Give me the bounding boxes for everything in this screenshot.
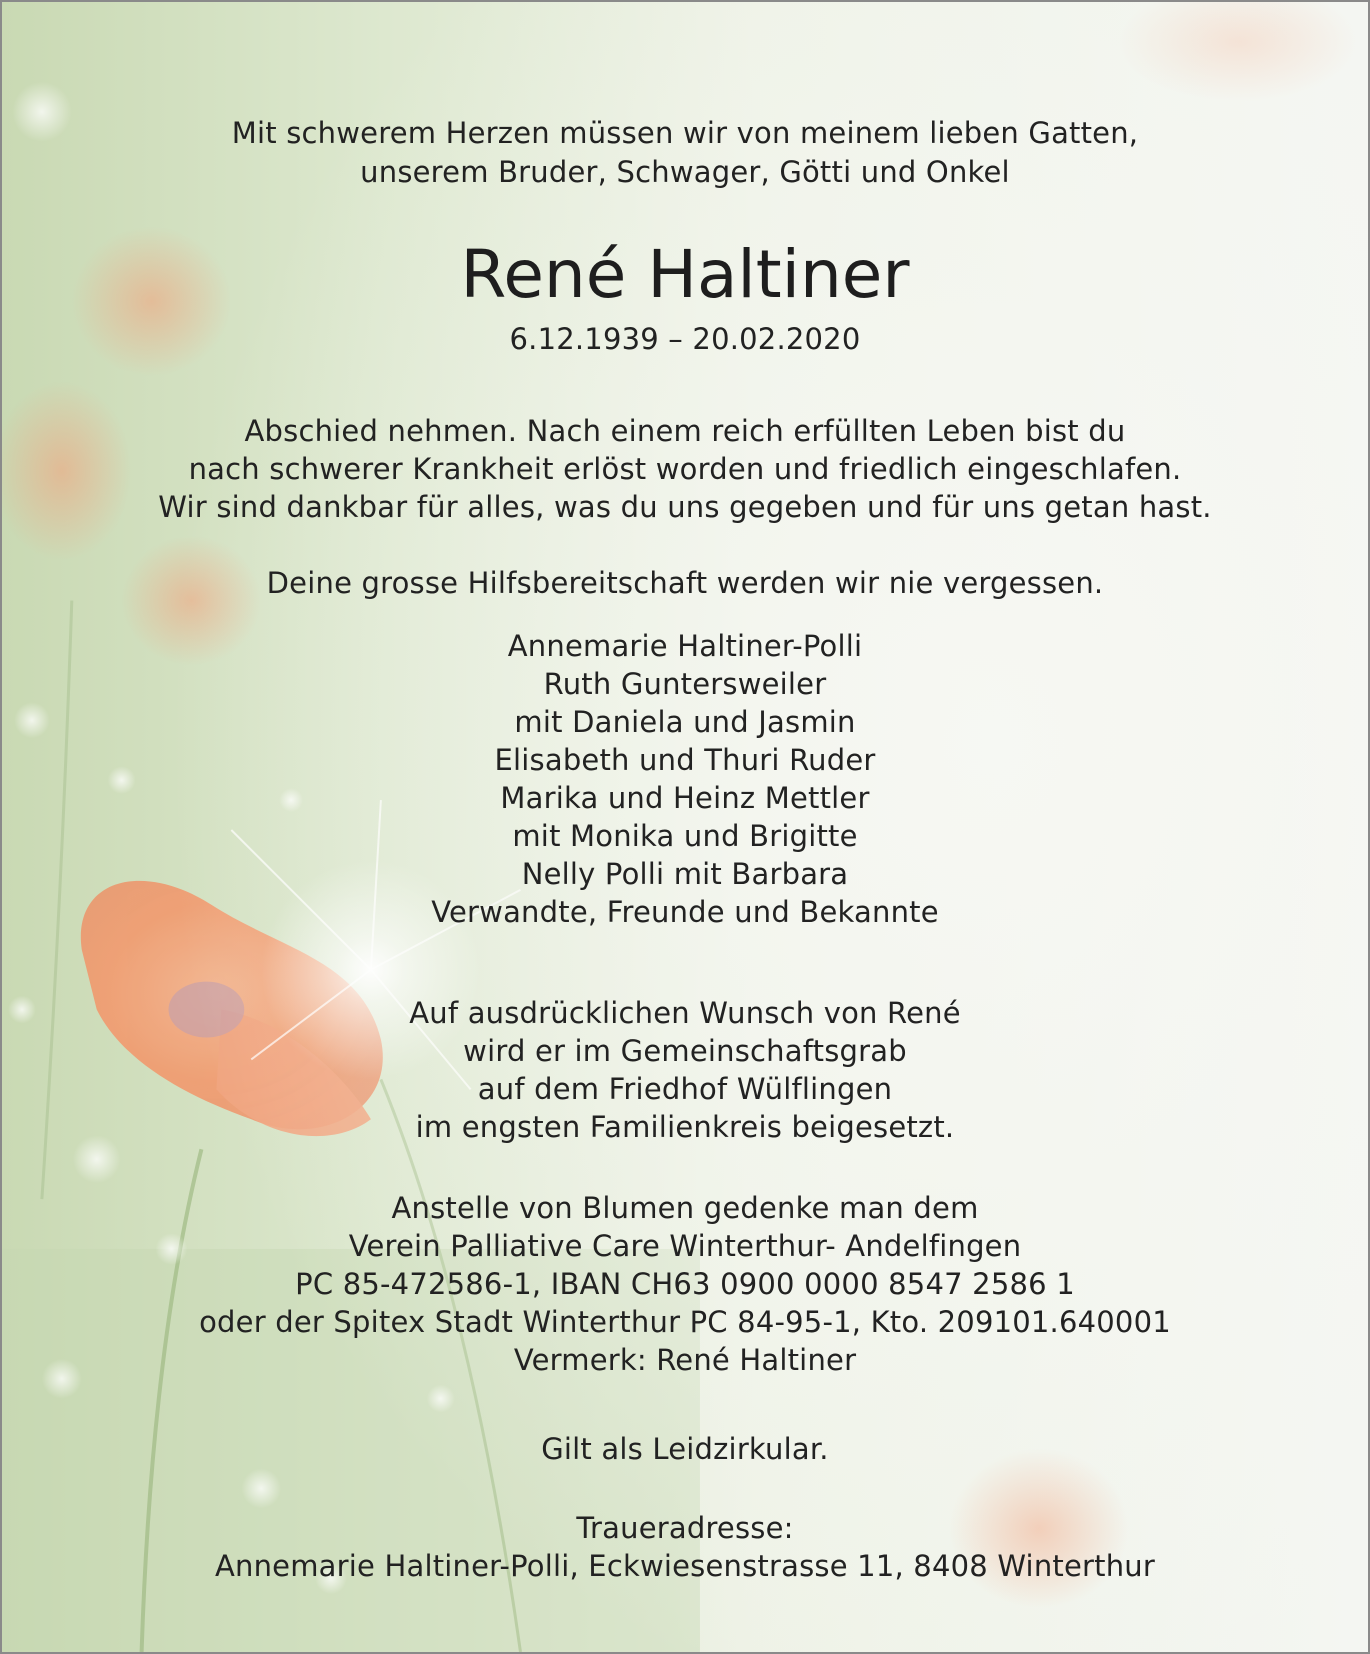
donation-line-3: PC 85-472586-1, IBAN CH63 0900 0000 8547 2586 1 bbox=[295, 1267, 1075, 1301]
mourner-6: mit Monika und Brigitte bbox=[512, 819, 858, 853]
message-line-1: Abschied nehmen. Nach einem reich erfüllten Leben bist du bbox=[244, 414, 1126, 448]
mourner-8: Verwandte, Freunde und Bekannte bbox=[431, 895, 939, 929]
mourner-7: Nelly Polli mit Barbara bbox=[521, 857, 849, 891]
circular-note: Gilt als Leidzirkular. bbox=[541, 1432, 829, 1466]
mourner-4: Elisabeth und Thuri Ruder bbox=[494, 743, 876, 777]
message-line-2: nach schwerer Krankheit erlöst worden und friedlich eingeschlafen. bbox=[188, 452, 1182, 486]
donation-line-5: Vermerk: René Haltiner bbox=[513, 1343, 857, 1377]
address-label: Traueradresse: bbox=[576, 1511, 794, 1545]
burial-line-2: wird er im Gemeinschaftsgrab bbox=[463, 1034, 907, 1068]
donation-line-4: oder der Spitex Stadt Winterthur PC 84-95-1, Kto. 209101.640001 bbox=[199, 1305, 1171, 1339]
donation-line-2: Verein Palliative Care Winterthur- Andelfingen bbox=[348, 1229, 1022, 1263]
intro-line-1: Mit schwerem Herzen müssen wir von meinem lieben Gatten, bbox=[231, 116, 1139, 150]
mourner-3: mit Daniela und Jasmin bbox=[514, 705, 856, 739]
mourner-1: Annemarie Haltiner-Polli bbox=[507, 629, 863, 663]
burial-line-3: auf dem Friedhof Wülflingen bbox=[477, 1072, 893, 1106]
burial-line-4: im engsten Familienkreis beigesetzt. bbox=[415, 1110, 955, 1144]
mourner-5: Marika und Heinz Mettler bbox=[500, 781, 870, 815]
donation-line-1: Anstelle von Blumen gedenke man dem bbox=[391, 1191, 979, 1225]
deceased-name: René Haltiner bbox=[460, 236, 910, 313]
mourning-address: Annemarie Haltiner-Polli, Eckwiesenstrasse 11, 8408 Winterthur bbox=[214, 1549, 1155, 1583]
message-line-3: Wir sind dankbar für alles, was du uns gegeben und für uns getan hast. bbox=[158, 490, 1212, 524]
mourner-2: Ruth Guntersweiler bbox=[543, 667, 827, 701]
gratitude-line: Deine grosse Hilfsbereitschaft werden wir nie vergessen. bbox=[266, 566, 1104, 600]
burial-line-1: Auf ausdrücklichen Wunsch von René bbox=[409, 996, 961, 1030]
life-dates: 6.12.1939 – 20.02.2020 bbox=[509, 322, 861, 356]
intro-line-2: unserem Bruder, Schwager, Götti und Onkel bbox=[360, 155, 1010, 189]
